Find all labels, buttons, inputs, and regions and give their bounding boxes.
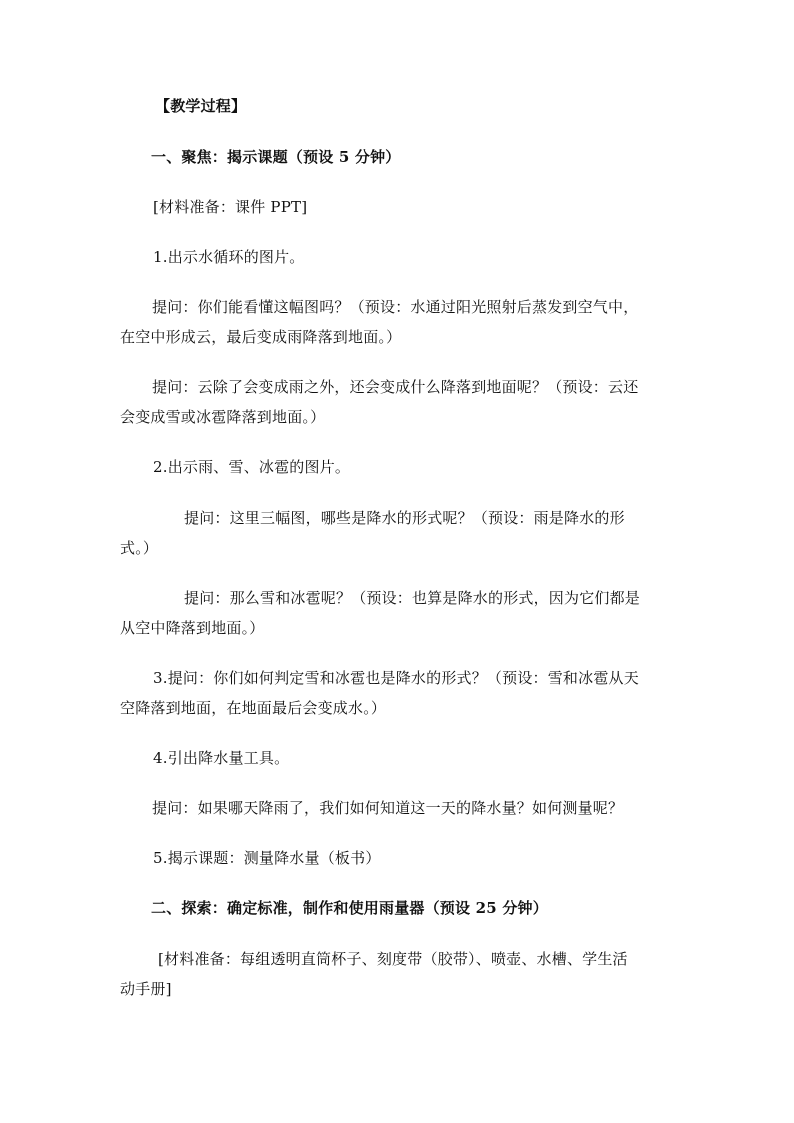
question-5: 提问：如果哪天降雨了，我们如何知道这一天的降水量？如何测量呢？ [152, 799, 624, 817]
part1-heading: 一、聚焦：揭示课题（预设 5 分钟） [151, 148, 401, 166]
item-5: 5.揭示课题：测量降水量（板书） [153, 849, 381, 867]
part2-materials-line-2: 动手册] [120, 980, 172, 998]
question-2-line-1: 提问：云除了会变成雨之外，还会变成什么降落到地面呢？（预设：云还 [152, 378, 639, 396]
question-3-line-2: 式。） [120, 539, 159, 557]
question-1-line-1: 提问：你们能看懂这幅图吗？（预设：水通过阳光照射后蒸发到空气中， [152, 298, 639, 316]
item-3-line-1: 3.提问：你们如何判定雪和冰雹也是降水的形式？（预设：雪和冰雹从天 [153, 669, 639, 687]
question-4-line-1: 提问：那么雪和冰雹呢？（预设：也算是降水的形式，因为它们都是 [184, 589, 641, 607]
part2-heading: 二、探索：确定标准，制作和使用雨量器（预设 25 分钟） [151, 899, 548, 917]
item-4: 4.引出降水量工具。 [153, 749, 290, 767]
part2-materials-line-1: [材料准备：每组透明直筒杯子、刻度带（胶带）、喷壶、水槽、学生活 [158, 950, 628, 968]
question-1-line-2: 在空中形成云，最后变成雨降落到地面。） [120, 328, 402, 346]
item-3-line-2: 空降落到地面，在地面最后会变成水。） [120, 699, 387, 717]
question-2-line-2: 会变成雪或冰雹降落到地面。） [120, 408, 326, 426]
question-4-line-2: 从空中降落到地面。） [120, 619, 265, 637]
question-3-line-1: 提问：这里三幅图，哪些是降水的形式呢？（预设：雨是降水的形 [184, 509, 625, 527]
item-1: 1.出示水循环的图片。 [153, 248, 305, 266]
item-2: 2.出示雨、雪、冰雹的图片。 [153, 458, 351, 476]
section-title: 【教学过程】 [155, 97, 247, 115]
part1-materials: [材料准备：课件 PPT] [153, 198, 308, 216]
